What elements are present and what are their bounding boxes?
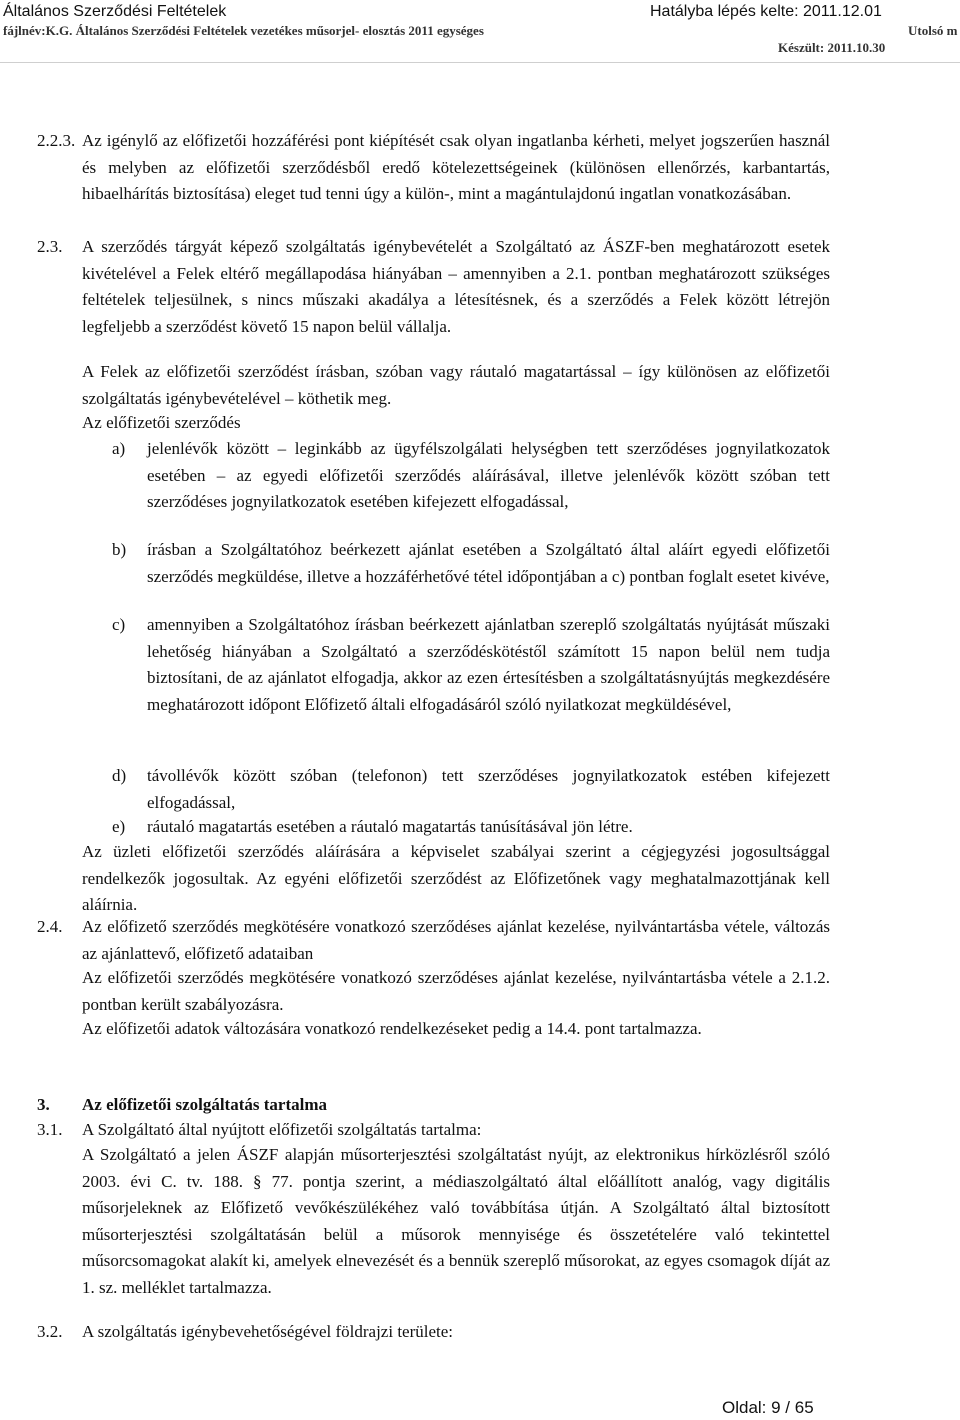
list-label: a): [112, 439, 126, 458]
list-label: d): [112, 766, 127, 785]
header-divider: [0, 62, 960, 63]
paragraph: Az előfizetői szerződés megkötésére vonatkozó szerződéses ajánlat kezelése, nyilvántartásba vétele a 2.1.2. pontban került szabályozásra.: [82, 968, 830, 1014]
last-modified: Utolsó m: [908, 23, 958, 38]
paragraph: Az előfizetői adatok változására vonatkozó rendelkezéseket pedig a 14.4. pont tartalmazza.: [82, 1019, 702, 1038]
page-header: [0, 0, 960, 70]
paragraph: A Felek az előfizetői szerződést írásban, szóban vagy ráutaló magatartással – így különösen az előfizetői szolgáltatás igénybevételével – köthetik meg.: [82, 362, 830, 408]
file-name: fájlnév:K.G. Általános Szerződési Feltételek vezetékes műsorjel- elosztás 2011 egységes: [3, 23, 484, 38]
section-number: 3.: [37, 1095, 50, 1114]
paragraph: Az előfizetői szerződés: [82, 413, 241, 432]
document-title: Általános Szerződési Feltételek: [3, 3, 227, 20]
section-number: 3.2.: [37, 1322, 63, 1341]
list-item: amennyiben a Szolgáltatóhoz írásban beérkezett ajánlatban szereplő szolgáltatás nyújtását műszaki lehetőség hiányában a Szolgáltató a szerződéskötéstől számított 15 napon belül nem tudja biztosítani, de az ajánlatot elfogadja, akkor az ezen értesítésben a szolgáltatásnyújtás megkezdésére meghatározott időpont Előfizető általi elfogadásáról szóló nyilatkozat megküldésével,: [147, 615, 830, 714]
subsection-heading: A szolgáltatás igénybevehetőségével földrajzi területe:: [82, 1322, 454, 1341]
list-label: e): [112, 817, 126, 836]
section-number: 2.2.3.: [37, 131, 76, 150]
paragraph: A Szolgáltató a jelen ÁSZF alapján műsorterjesztési szolgáltatást nyújt, az elektronikus hírközlésről szóló 2003. évi C. tv. 188. § 77. pontja szerint, a médiaszolgáltató által előállított analóg, vagy digitális műsorjeleknek az Előfizető vevőkészülékéhez való továbbítása útján. A Szolgáltató által biztosított műsorterjesztési szolgáltatásán belül a műsorok mennyisége és összetételére való tekintettel műsorcsomagokat alakít ki, amelyek elnevezését és a bennük szereplő műsorokat, az egyes csomagok díját az 1. sz. melléklet tartalmazza.: [82, 1145, 830, 1297]
subsection-heading: A Szolgáltató által nyújtott előfizetői szolgáltatás tartalma:: [82, 1120, 482, 1139]
section-number: 3.1.: [37, 1120, 63, 1139]
paragraph: Az előfizető szerződés megkötésére vonatkozó szerződéses ajánlat kezelése, nyilvántartásba vétele, változás az ajánlattevő, előfizető adataiban: [82, 917, 830, 963]
effective-date: Hatályba lépés kelte: 2011.12.01: [650, 3, 882, 20]
list-item: jelenlévők között – leginkább az ügyfélszolgálati helységben tett szerződéses jognyilatkozatok esetében – az egyedi előfizetői szerződés aláírásával, illetve jelenlévők között szóban tett szerződéses jognyilatkozatok esetében kifejezett elfogadással,: [147, 439, 830, 511]
section-number: 2.4.: [37, 917, 63, 936]
created-date: Készült: 2011.10.30: [778, 40, 886, 55]
section-heading: Az előfizetői szolgáltatás tartalma: [82, 1095, 327, 1114]
paragraph: A szerződés tárgyát képező szolgáltatás igénybevételét a Szolgáltató az ÁSZF-ben meghatározott esetek kivételével a Felek eltérő megállapodása hiányában – amennyiben a 2.1. pontban meghatározott szükséges feltételek teljesülnek, s nincs műszaki akadálya a létesítésnek, és a szerződés a Felek között létrejön legfeljebb a szerződést követő 15 napon belül vállalja.: [82, 237, 830, 336]
list-item: távollévők között szóban (telefonon) tett szerződéses jognyilatkozatok estében kifejezett elfogadással,: [147, 766, 830, 812]
paragraph: Az igénylő az előfizetői hozzáférési pont kiépítését csak olyan ingatlanba kérheti, melyet jogszerűen használ és melyben az előfizetői szerződésből eredő kötelezettségeinek (különösen ellenőrzés, karbantartás, hibaelhárítás biztosítása) eleget tud tenni úgy a külön-, mint a magántulajdonú ingatlan vonatkozásában.: [82, 131, 830, 203]
list-item: írásban a Szolgáltatóhoz beérkezett ajánlat esetében a Szolgáltató által aláírt egyedi előfizetői szerződés megküldése, illetve a hozzáférhetővé tétel időpontjában a c) pontban foglalt esetet kivéve,: [147, 540, 830, 586]
paragraph: Az üzleti előfizetői szerződés aláírására a képviselet szabályai szerint a cégjegyzési jogosultsággal rendelkezők jogosultak. Az egyéni előfizetői szerződést az Előfizetőnek vagy meghatalmazottjának kell aláírnia.: [82, 842, 830, 914]
list-item: ráutaló magatartás esetében a ráutaló magatartás tanúsításával jön létre.: [147, 817, 633, 836]
list-label: b): [112, 540, 127, 559]
section-number: 2.3.: [37, 237, 63, 256]
page-number: Oldal: 9 / 65: [722, 1398, 814, 1417]
list-label: c): [112, 615, 126, 634]
